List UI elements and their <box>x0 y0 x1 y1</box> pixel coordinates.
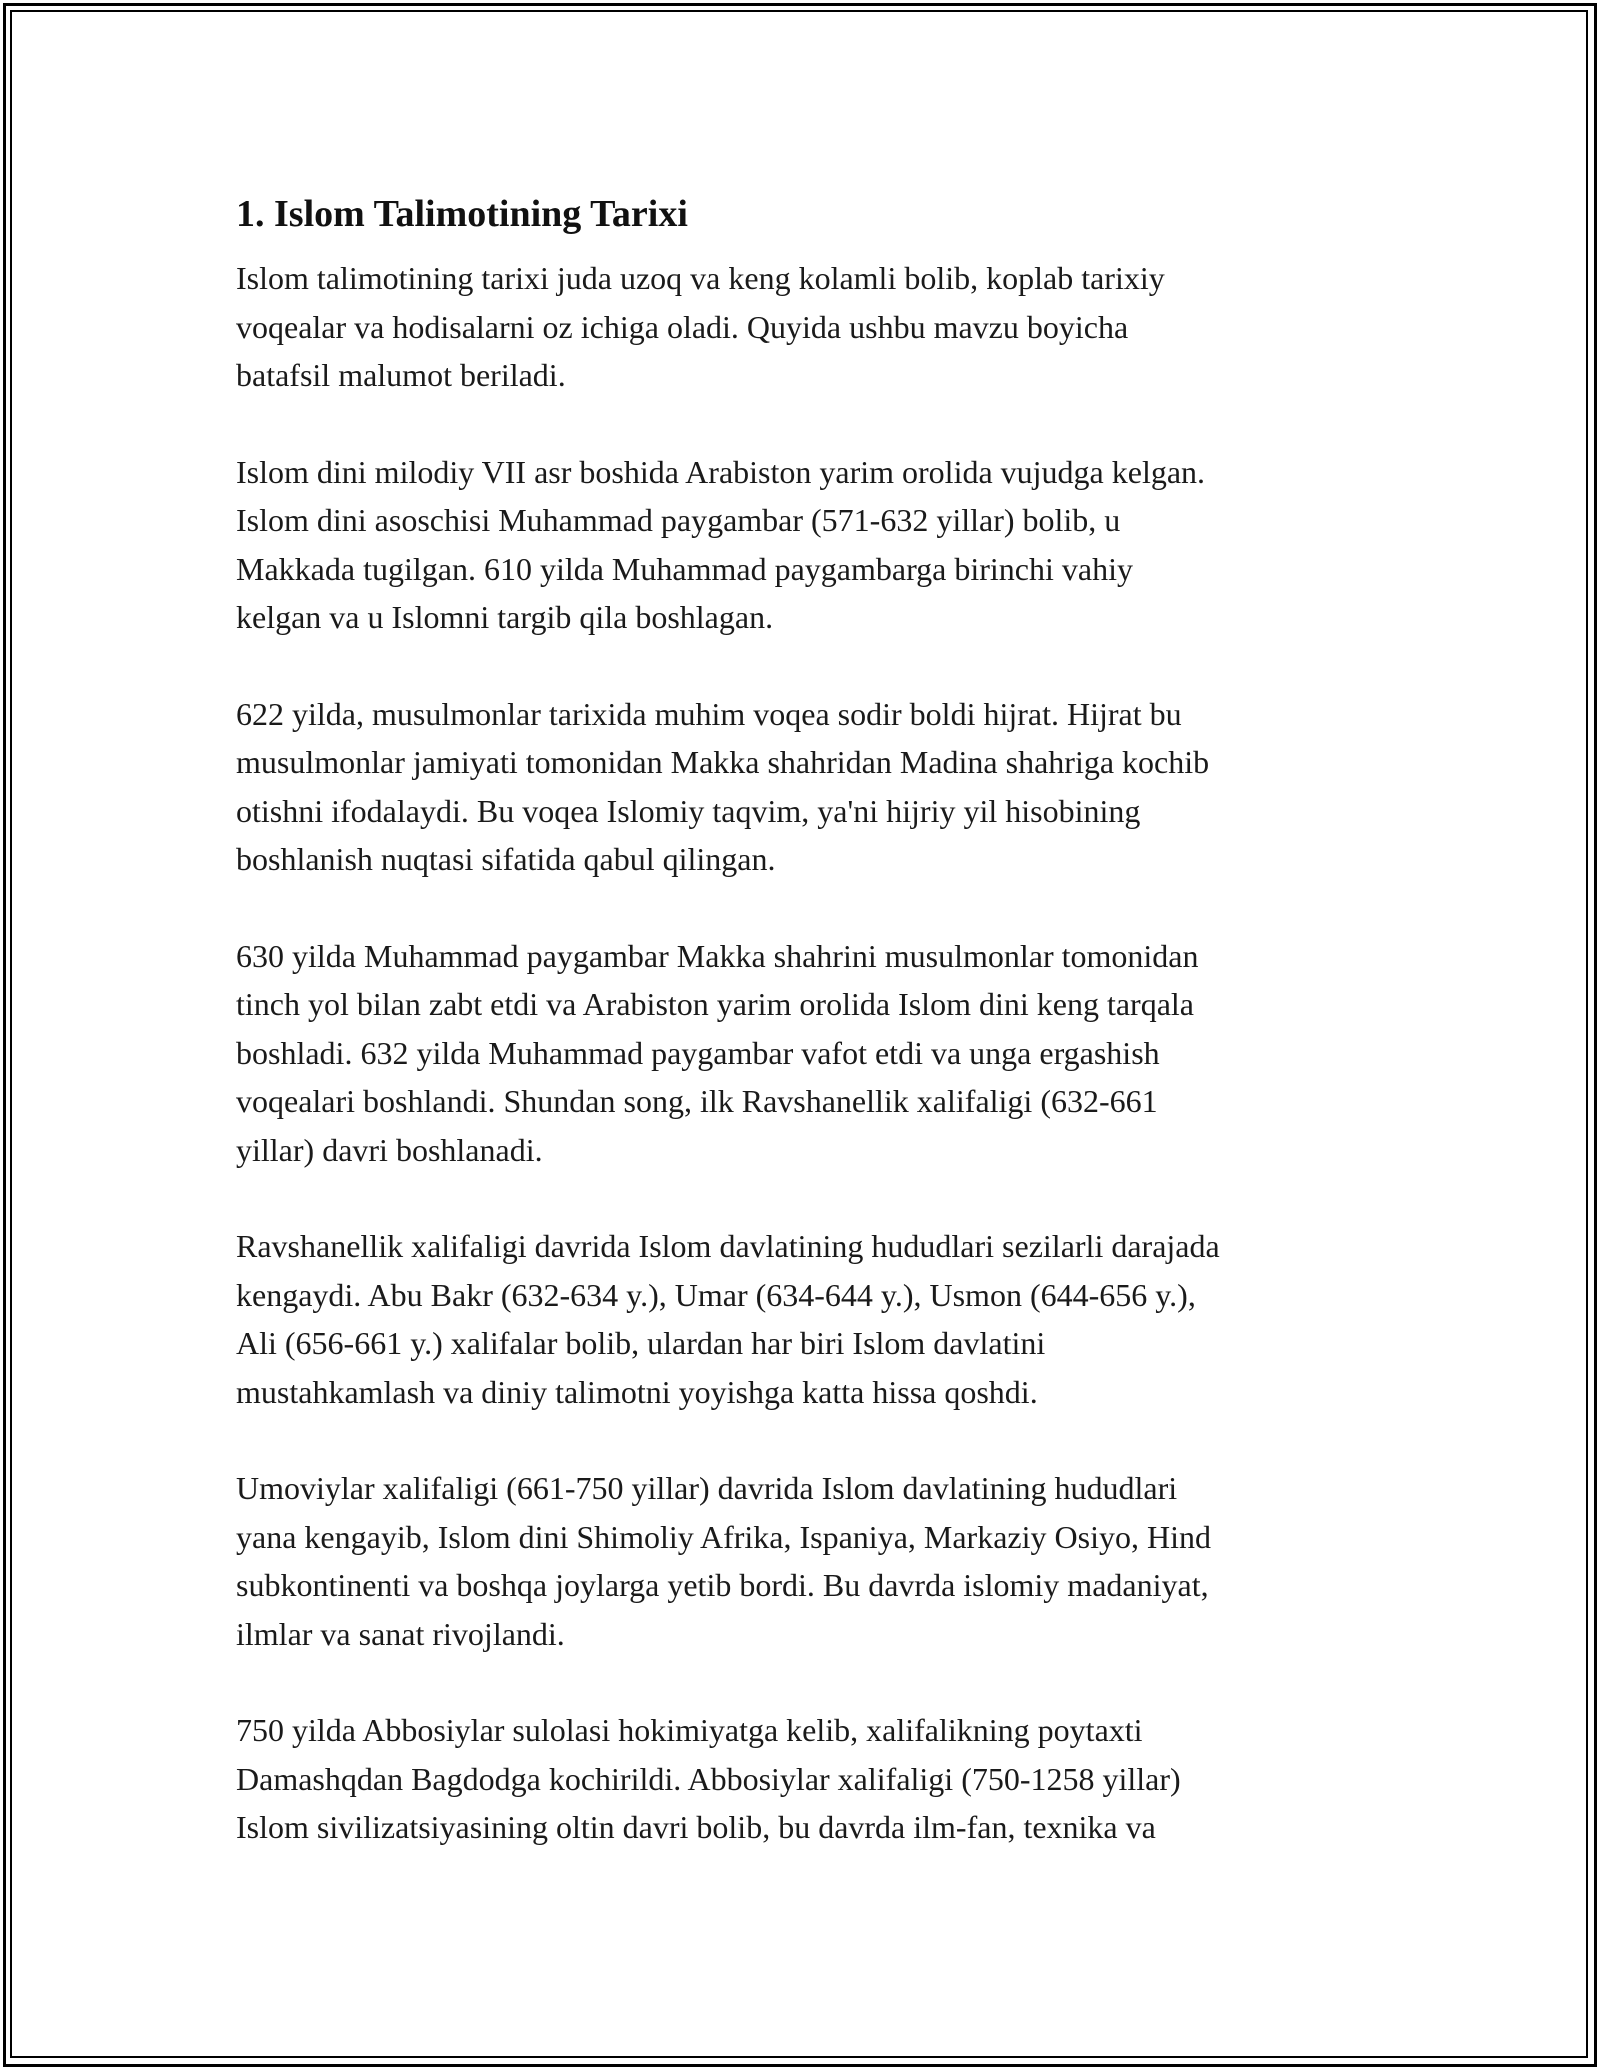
paragraph-umayyad-caliphate: Umoviylar xalifaligi (661-750 yillar) davrida Islom davlatining hududlari yana kengayib, Islom dini Shimoliy Afrika, Ispaniya, Markaziy Osiyo, Hind subkontinenti va boshqa joylarga yetib bordi. Bu davrda islomiy madaniyat, ilmlar va sanat rivojlandi. <box>236 1470 1211 1652</box>
paragraph-abbasid-caliphate: 750 yilda Abbosiylar sulolasi hokimiyatga kelib, xalifalikning poytaxti Damashqdan Bagdodga kochirildi. Abbosiylar xalifaligi (750-1258 yillar) Islom sivilizatsiyasining oltin davri bolib, bu davrda ilm-fan, texnika va <box>236 1712 1181 1845</box>
document-body <box>236 186 1376 1852</box>
paragraph-hijrat: 622 yilda, musulmonlar tarixida muhim voqea sodir boldi hijrat. Hijrat bu musulmonlar jamiyati tomonidan Makka shahridan Madina shahriga kochib otishni ifodalaydi. Bu voqea Islomiy taqvim, ya'ni hijriy yil hisobining boshlanish nuqtasi sifatida qabul qilingan. <box>236 695 1210 877</box>
paragraph-makka-conquest: 630 yilda Muhammad paygambar Makka shahrini musulmonlar tomonidan tinch yol bilan zabt etdi va Arabiston yarim orolida Islom dini keng tarqala boshladi. 632 yilda Muhammad paygambar vafot etdi va unga ergashish voqealari boshlandi. Shundan song, ilk Ravshanellik xalifaligi (632-661 yillar) davri boshlanadi. <box>236 937 1199 1168</box>
paragraph-origins: Islom dini milodiy VII asr boshida Arabiston yarim orolida vujudga kelgan. Islom dini asoschisi Muhammad paygambar (571-632 yillar) bolib, u Makkada tugilgan. 610 yilda Muhammad paygambarga birinchi vahiy kelgan va u Islomni targib qila boshlagan. <box>236 453 1206 635</box>
paragraph-intro: Islom talimotining tarixi juda uzoq va keng kolamli bolib, koplab tarixiy voqealar va hodisalarni oz ichiga oladi. Quyida ushbu mavzu boyicha batafsil malumot beriladi. <box>236 260 1165 393</box>
paragraph-rashidun-caliphate: Ravshanellik xalifaligi davrida Islom davlatining hududlari sezilarli darajada kengaydi. Abu Bakr (632-634 y.), Umar (634-644 y.), Usmon (644-656 y.), Ali (656-661 y.) xalifalar bolib, ulardan har biri Islom davlatini mustahkamlash va diniy talimotni yoyishga katta hissa qoshdi. <box>236 1228 1220 1410</box>
section-heading: 1. Islom Talimotining Tarixi <box>236 193 688 235</box>
